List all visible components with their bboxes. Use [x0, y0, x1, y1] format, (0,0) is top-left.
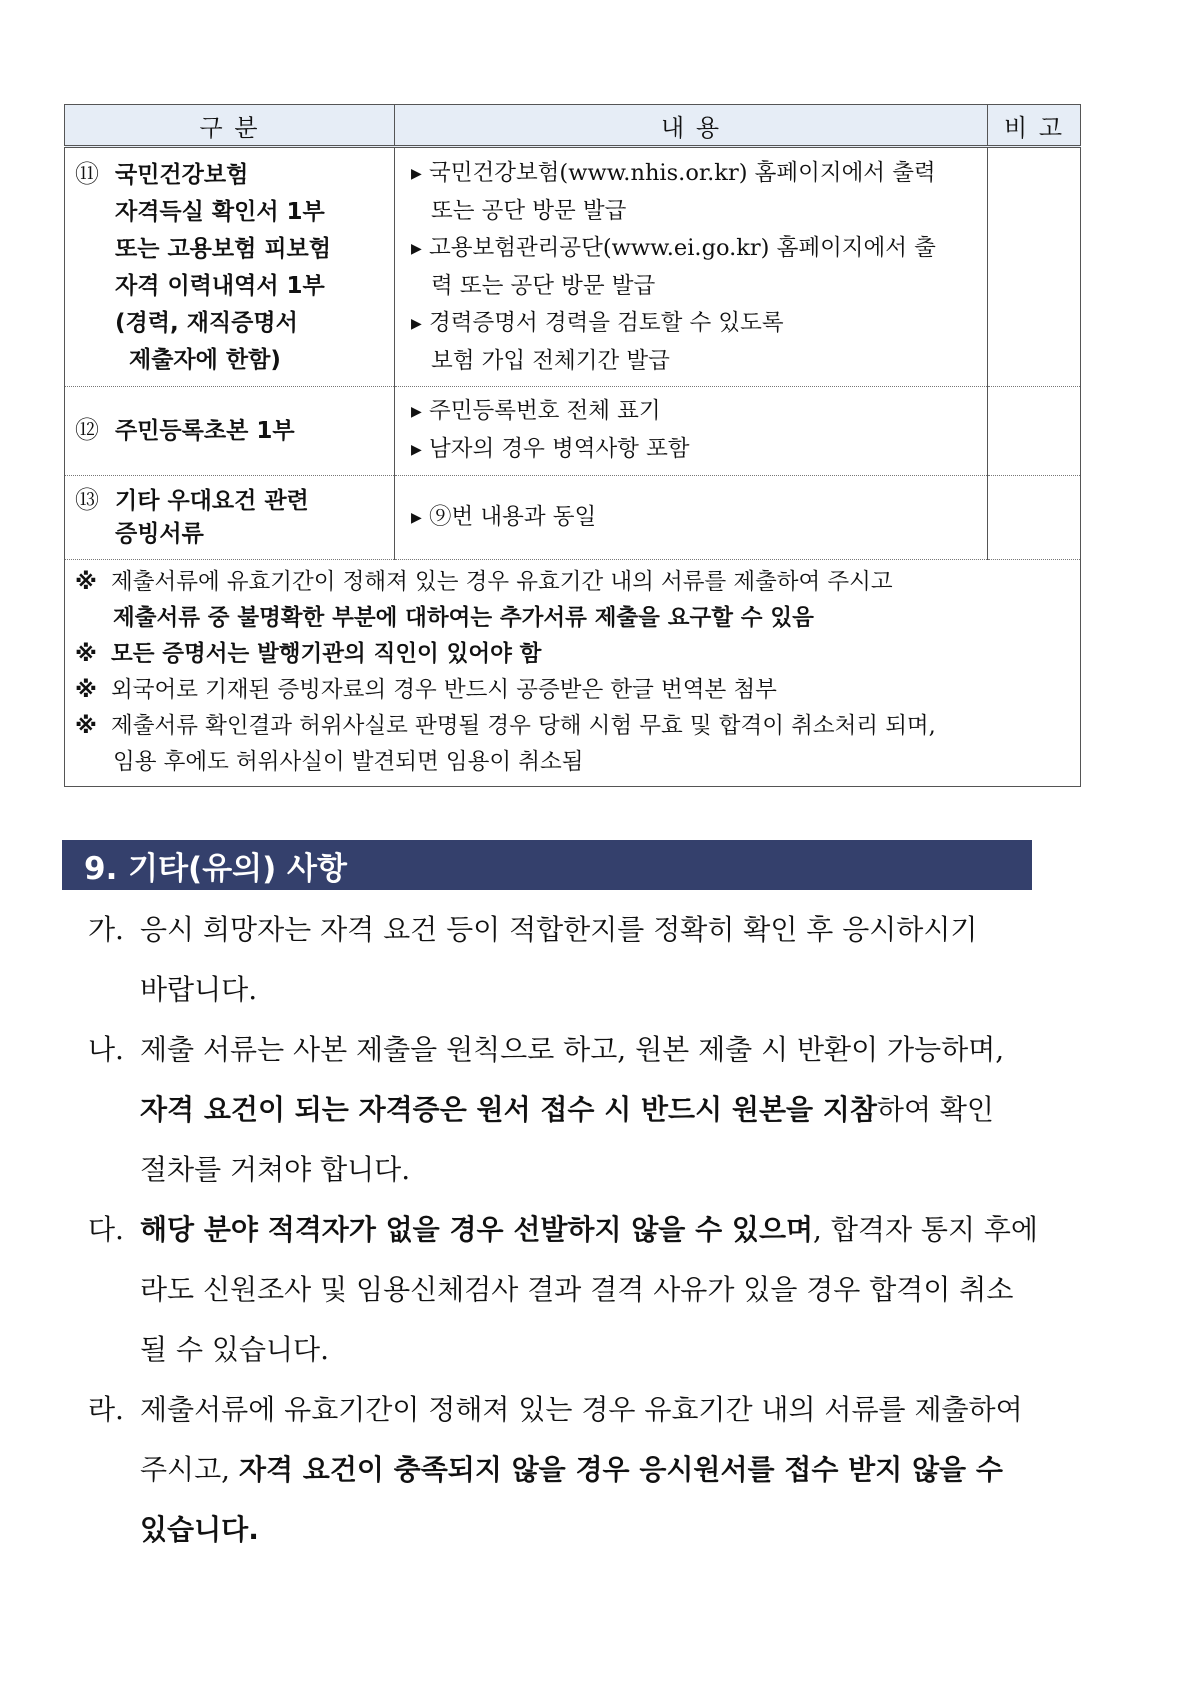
- reference-mark-icon: ※: [75, 677, 97, 703]
- paragraph-bold-text: 해당 분야 적격자가 없을 경우 선발하지 않을 수 있으며: [140, 1213, 814, 1246]
- content-cell: [395, 387, 988, 476]
- category-cell: [65, 387, 395, 476]
- paragraph-label: 다.: [88, 1213, 124, 1246]
- paragraph-ra: [88, 1380, 1088, 1560]
- table-row: [65, 387, 1081, 476]
- notes-row: [65, 560, 1081, 787]
- paragraph-text: 주시고,: [140, 1453, 239, 1486]
- table-row: [65, 147, 1081, 387]
- note-text: 모든 증명서는 발행기관의 직인이 있어야 함: [111, 641, 542, 667]
- category-text: 제출자에 한함): [129, 346, 281, 373]
- paragraph-text: , 합격자 통지 후에: [813, 1213, 1038, 1246]
- paragraph-text: 바랍니다.: [140, 973, 258, 1006]
- remarks-cell: [988, 387, 1081, 476]
- note-text: 제출서류에 유효기간이 정해져 있는 경우 유효기간 내의 서류를 제출하여 주시고: [111, 569, 893, 595]
- paragraph-bold-text: 있습니다.: [140, 1513, 259, 1546]
- paragraph-na: [88, 1020, 1088, 1200]
- table-row: [65, 476, 1081, 560]
- content-text: 력 또는 공단 방문 발급: [431, 272, 656, 299]
- bullet-triangle-icon: ▶: [411, 442, 422, 458]
- section-heading: 9. 기타(유의) 사항: [62, 840, 1032, 890]
- bullet-triangle-icon: ▶: [411, 509, 422, 526]
- note-text: 외국어로 기재된 증빙자료의 경우 반드시 공증받은 한글 번역본 첨부: [111, 677, 777, 703]
- bullet-triangle-icon: ▶: [411, 240, 422, 257]
- bullet-triangle-icon: ▶: [411, 315, 422, 332]
- note-text: 제출서류 확인결과 허위사실로 판명될 경우 당해 시험 무효 및 합격이 취소처리 되며,: [111, 713, 936, 739]
- paragraph-text: 하여 확인: [876, 1093, 994, 1126]
- category-cell: [65, 476, 395, 560]
- reference-mark-icon: ※: [75, 569, 97, 595]
- row-number: ⑬: [75, 486, 99, 514]
- content-cell: [395, 147, 988, 387]
- notes-cell: [65, 560, 1081, 787]
- note-text: 임용 후에도 허위사실이 발견되면 임용이 취소됨: [113, 749, 584, 775]
- reference-mark-icon: ※: [75, 641, 97, 667]
- paragraph-bold-text: 자격 요건이 충족되지 않을 경우 응시원서를 접수 받지 않을 수: [238, 1453, 1003, 1486]
- content-text: ⑨번 내용과 동일: [429, 503, 597, 530]
- category-text: 자격득실 확인서 1부: [115, 198, 325, 225]
- content-text: 주민등록번호 전체 표기: [429, 398, 661, 424]
- category-text: 기타 우대요건 관련: [115, 488, 309, 514]
- document-requirements-table: [64, 104, 1081, 787]
- paragraph-label: 가.: [88, 913, 124, 946]
- paragraph-text: 절차를 거쳐야 합니다.: [140, 1153, 411, 1186]
- paragraph-label: 나.: [88, 1033, 124, 1066]
- category-text: 주민등록초본 1부: [115, 418, 295, 444]
- note-text: 제출서류 중 불명확한 부분에 대하여는 추가서류 제출을 요구할 수 있음: [113, 605, 814, 631]
- paragraph-text: 응시 희망자는 자격 요건 등이 적합한지를 정확히 확인 후 응시하시기: [140, 913, 978, 946]
- category-text: 증빙서류: [115, 521, 204, 547]
- content-text: 경력증명서 경력을 검토할 수 있도록: [429, 309, 784, 336]
- content-text: 보험 가입 전체기간 발급: [431, 347, 670, 374]
- category-text: 자격 이력내역서 1부: [115, 272, 325, 299]
- paragraph-text: 라도 신원조사 및 임용신체검사 결과 결격 사유가 있을 경우 합격이 취소: [140, 1273, 1014, 1306]
- row-number: ⑫: [75, 416, 99, 444]
- paragraph-ga: [88, 900, 1088, 1020]
- paragraph-bold-text: 자격 요건이 되는 자격증은 원서 접수 시 반드시 원본을 지참: [140, 1093, 877, 1126]
- content-cell: [395, 476, 988, 560]
- remarks-cell: [988, 147, 1081, 387]
- content-text: 남자의 경우 병역사항 포함: [429, 436, 690, 462]
- category-cell: [65, 147, 395, 387]
- paragraph-da: [88, 1200, 1088, 1380]
- paragraph-text: 될 수 있습니다.: [140, 1333, 329, 1366]
- header-remarks: 비 고: [988, 105, 1081, 147]
- category-text: 또는 고용보험 피보험: [115, 235, 331, 262]
- reference-mark-icon: ※: [75, 713, 97, 739]
- bullet-triangle-icon: ▶: [411, 404, 422, 420]
- header-category: 구 분: [65, 105, 395, 147]
- paragraph-text: 제출서류에 유효기간이 정해져 있는 경우 유효기간 내의 서류를 제출하여: [140, 1393, 1023, 1426]
- paragraph-label: 라.: [88, 1393, 124, 1426]
- header-content: 내 용: [395, 105, 988, 147]
- remarks-cell: [988, 476, 1081, 560]
- content-text: 고용보험관리공단(www.ei.go.kr) 홈페이지에서 출: [429, 234, 936, 261]
- category-text: (경력, 재직증명서: [115, 309, 298, 336]
- paragraph-text: 제출 서류는 사본 제출을 원칙으로 하고, 원본 제출 시 반환이 가능하며,: [140, 1033, 1005, 1066]
- bullet-triangle-icon: ▶: [411, 165, 422, 182]
- category-text: 국민건강보험: [115, 161, 249, 188]
- table-header-row: [65, 105, 1081, 147]
- content-text: 또는 공단 방문 발급: [431, 197, 627, 224]
- content-text: 국민건강보험(www.nhis.or.kr) 홈페이지에서 출력: [429, 159, 936, 186]
- row-number: ⑪: [75, 159, 99, 188]
